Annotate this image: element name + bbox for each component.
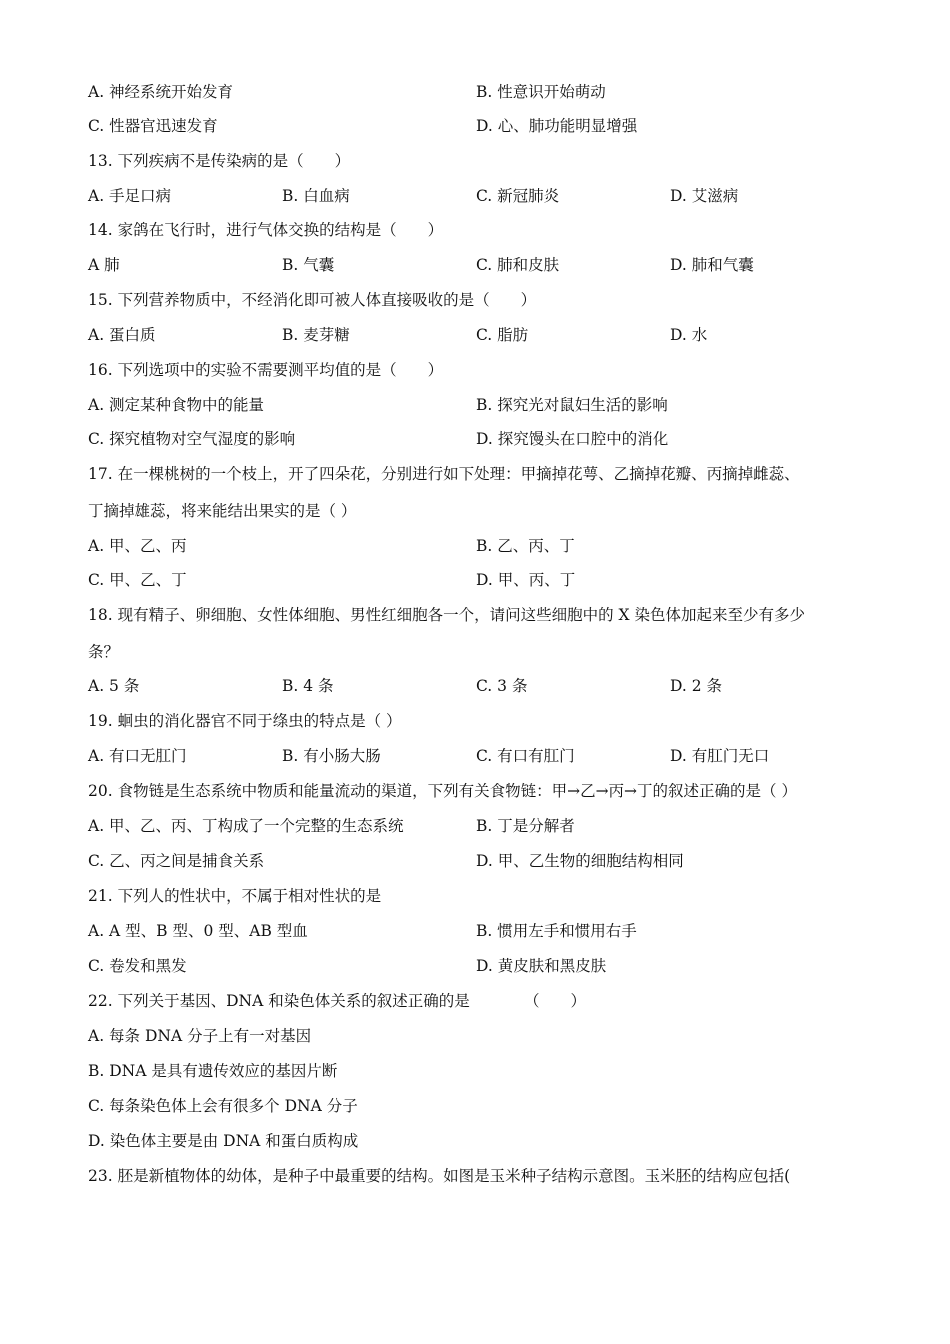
q21-option-d: D. 黄皮肤和黑皮肤 [476, 957, 607, 975]
q22-stem: 22. 下列关于基因、DNA 和染色体关系的叙述正确的是 （ ） [88, 992, 586, 1010]
q20-option-c: C. 乙、丙之间是捕食关系 [88, 852, 265, 870]
q18-option-b: B. 4 条 [282, 677, 334, 695]
q17-option-b: B. 乙、丙、丁 [476, 537, 575, 555]
q14-stem: 14. 家鸽在飞行时，进行气体交换的结构是（ ） [88, 221, 444, 239]
q18-option-a: A. 5 条 [88, 677, 140, 695]
q17-stem-line2: 丁摘掉雄蕊，将来能结出果实的是（ ） [88, 502, 357, 520]
q15-option-c: C. 脂肪 [476, 326, 529, 344]
q15-stem: 15. 下列营养物质中，不经消化即可被人体直接吸收的是（ ） [88, 291, 537, 309]
q21-option-a: A. A 型、B 型、0 型、AB 型血 [88, 922, 308, 940]
q13-stem: 13. 下列疾病不是传染病的是（ ） [88, 152, 351, 170]
q16-stem: 16. 下列选项中的实验不需要测平均值的是（ ） [88, 361, 444, 379]
q13-option-d: D. 艾滋病 [670, 187, 739, 205]
q12-option-b: B. 性意识开始萌动 [476, 83, 606, 101]
q13-option-c: C. 新冠肺炎 [476, 187, 560, 205]
q16-option-b: B. 探究光对鼠妇生活的影响 [476, 396, 668, 414]
q20-stem: 20. 食物链是生态系统中物质和能量流动的渠道，下列有关食物链：甲→乙→丙→丁的叙述正确的是（ ） [88, 782, 797, 800]
q23-stem: 23. 胚是新植物体的幼体，是种子中最重要的结构。如图是玉米种子结构示意图。玉米胚的结构应包括( [88, 1167, 791, 1185]
q21-option-c: C. 卷发和黑发 [88, 957, 187, 975]
q16-option-a: A. 测定某种食物中的能量 [88, 396, 265, 414]
q12-option-a: A. 神经系统开始发育 [88, 83, 234, 101]
q20-option-d: D. 甲、乙生物的细胞结构相同 [476, 852, 684, 870]
q18-option-d: D. 2 条 [670, 677, 723, 695]
q20-option-b: B. 丁是分解者 [476, 817, 575, 835]
q17-option-c: C. 甲、乙、丁 [88, 571, 187, 589]
q17-stem-line1: 17. 在一棵桃树的一个枝上，开了四朵花，分别进行如下处理：甲摘掉花萼、乙摘掉花瓣、丙摘掉雌蕊、 [88, 465, 800, 483]
q19-option-d: D. 有肛门无口 [670, 747, 770, 765]
q15-option-b: B. 麦芽糖 [282, 326, 350, 344]
q19-option-c: C. 有口有肛门 [476, 747, 575, 765]
q12-option-d: D. 心、肺功能明显增强 [476, 117, 638, 135]
q18-stem-line2: 条？ [88, 643, 120, 661]
q21-option-b: B. 惯用左手和惯用右手 [476, 922, 637, 940]
q17-option-a: A. 甲、乙、丙 [88, 537, 187, 555]
q19-option-b: B. 有小肠大肠 [282, 747, 381, 765]
q14-option-a: A 肺 [88, 256, 120, 274]
q12-option-c: C. 性器官迅速发育 [88, 117, 218, 135]
q15-option-d: D. 水 [670, 326, 708, 344]
q13-option-a: A. 手足口病 [88, 187, 172, 205]
q16-option-d: D. 探究馒头在口腔中的消化 [476, 430, 669, 448]
q18-option-c: C. 3 条 [476, 677, 528, 695]
q22-option-a: A. 每条 DNA 分子上有一对基因 [88, 1027, 312, 1045]
q22-option-c: C. 每条染色体上会有很多个 DNA 分子 [88, 1097, 358, 1115]
q14-option-d: D. 肺和气囊 [670, 256, 754, 274]
q20-option-a: A. 甲、乙、丙、丁构成了一个完整的生态系统 [88, 817, 404, 835]
q15-option-a: A. 蛋白质 [88, 326, 156, 344]
q22-option-d: D. 染色体主要是由 DNA 和蛋白质构成 [88, 1132, 359, 1150]
q22-option-b: B. DNA 是具有遗传效应的基因片断 [88, 1062, 338, 1080]
q19-stem: 19. 蛔虫的消化器官不同于绦虫的特点是（ ） [88, 712, 402, 730]
q21-stem: 21. 下列人的性状中，不属于相对性状的是 [88, 887, 382, 905]
q14-option-c: C. 肺和皮肤 [476, 256, 560, 274]
q19-option-a: A. 有口无肛门 [88, 747, 187, 765]
q18-stem-line1: 18. 现有精子、卵细胞、女性体细胞、男性红细胞各一个，请问这些细胞中的 X 染色体加起来至少有多少 [88, 606, 805, 624]
q17-option-d: D. 甲、丙、丁 [476, 571, 576, 589]
q13-option-b: B. 白血病 [282, 187, 350, 205]
q14-option-b: B. 气囊 [282, 256, 335, 274]
q16-option-c: C. 探究植物对空气湿度的影响 [88, 430, 296, 448]
